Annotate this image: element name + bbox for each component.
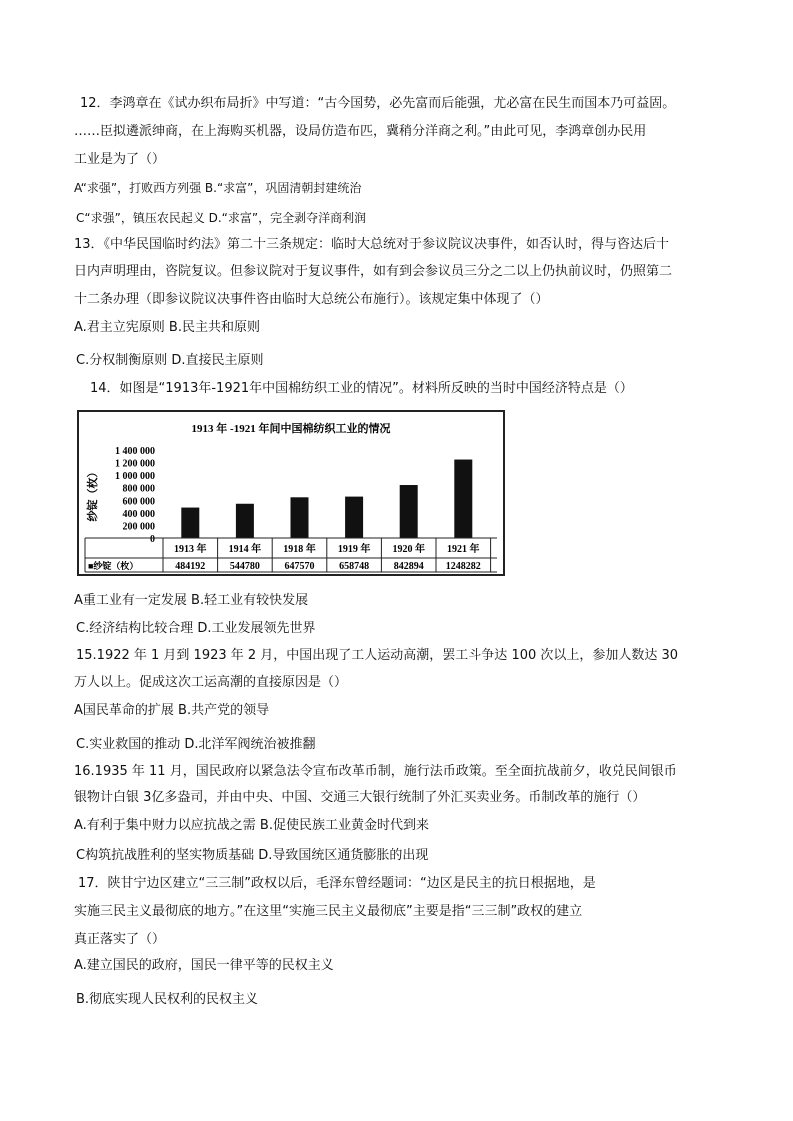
q16-stem-line2: 银物计白银 3亿多盎司，并由中央、中国、交通三大银行统制了外汇买卖业务。币制改革的施行（） bbox=[74, 790, 646, 805]
x-category-label: 1919 年 bbox=[337, 544, 371, 555]
x-category-label: 1913 年 bbox=[174, 544, 207, 555]
q17-option-a: A.建立国民的政府，国民一律平等的民权主义 bbox=[74, 958, 334, 973]
y-tick-label: 400 000 bbox=[122, 508, 155, 520]
data-value-label: 544780 bbox=[229, 561, 260, 572]
data-value-label: 842894 bbox=[393, 561, 424, 572]
data-value-label: 658748 bbox=[339, 561, 370, 572]
q12-options-ab: A“求强”，打败西方列强 B.“求富”，巩固清朝封建统治 bbox=[74, 181, 362, 195]
q15-stem-line2: 万人以上。促成这次工运高潮的直接原因是（） bbox=[74, 675, 348, 690]
y-tick-label: 1 400 000 bbox=[115, 446, 155, 457]
q16-stem-line1: 16.1935 年 11 月，国民政府以紧急法令宣布改革币制，施行法币政策。至全面抗战前夕，收兑民间银币 bbox=[74, 764, 677, 779]
q14-options-cd: C.经济结构比较合理 D.工业发展领先世界 bbox=[76, 621, 316, 636]
cotton-spinning-chart bbox=[77, 410, 505, 576]
x-category-label: 1918 年 bbox=[283, 544, 316, 555]
chart-title: 1913 年 -1921 年间中国棉纺织工业的情况 bbox=[191, 423, 391, 435]
q13-stem-line1: 13．《中华民国临时约法》第二十三条规定：临时大总统对于参议院议决事件，如否认时，得与咨达后十 bbox=[74, 237, 670, 252]
y-tick-label: 1 200 000 bbox=[115, 458, 155, 470]
x-category-label: 1920 年 bbox=[392, 544, 425, 555]
q17-stem-line1: 17．陕甘宁边区建立“三三制”政权以后，毛泽东曾经题词：“边区是民主的抗日根据地，是 bbox=[78, 876, 596, 891]
x-category-label: 1921 年 bbox=[447, 544, 480, 555]
q17-stem-line3: 真正落实了（） bbox=[74, 932, 166, 947]
bar bbox=[400, 485, 418, 538]
q13-options-ab: A.君主立宪原则 B.民主共和原则 bbox=[74, 320, 260, 335]
q12-stem-line3: 工业是为了（） bbox=[74, 152, 166, 167]
bar bbox=[454, 460, 472, 538]
y-tick-label: 800 000 bbox=[122, 483, 155, 495]
bar bbox=[181, 508, 199, 538]
bar bbox=[345, 497, 363, 538]
bar bbox=[236, 504, 254, 538]
y-tick-label: 600 000 bbox=[122, 496, 155, 508]
q13-options-cd: C.分权制衡原则 D.直接民主原则 bbox=[76, 353, 264, 368]
q15-stem-line1: 15.1922 年 1 月到 1923 年 2 月，中国出现了工人运动高潮，罢工斗争达 100 次以上，参加人数达 30 bbox=[76, 648, 679, 663]
data-value-label: 1248282 bbox=[445, 561, 481, 572]
y-axis-label: 纱锭（枚） bbox=[87, 466, 99, 522]
data-value-label: 484192 bbox=[175, 561, 206, 572]
q15-options-ab: A国民革命的扩展 B.共产党的领导 bbox=[74, 703, 270, 718]
q14-stem-line1: 14．如图是“1913年-1921年中国棉纺织工业的情况”。材料所反映的当时中国经济特点是（） bbox=[90, 381, 633, 396]
data-value-label: 647570 bbox=[284, 561, 315, 572]
cotton-spinning-bar-chart bbox=[79, 412, 503, 574]
y-tick-label: 200 000 bbox=[122, 521, 155, 533]
series-legend-label: ■纱锭（枚） bbox=[88, 561, 139, 571]
q12-options-cd: C“求强”，镇压农民起义 D.“求富”，完全剥夺洋商利润 bbox=[76, 211, 367, 225]
q17-stem-line2: 实施三民主义最彻底的地方。”在这里“实施三民主义最彻底”主要是指“三三制”政权的建立 bbox=[74, 904, 583, 919]
x-category-label: 1914 年 bbox=[228, 544, 262, 555]
q13-stem-line3: 十二条办理（即参议院议决事件咨由临时大总统公布施行）。该规定集中体现了（） bbox=[74, 292, 549, 307]
q12-stem-line2: ……臣拟遴派绅商，在上海购买机器，设局仿造布匹，冀稍分洋商之利。”由此可见，李鸿章创办民用 bbox=[74, 124, 647, 139]
bar bbox=[291, 497, 309, 538]
q12-stem-line1: 12．李鸿章在《试办织布局折》中写道：“古今国势，必先富而后能强，尤必富在民生而国本乃可益固。 bbox=[80, 96, 676, 111]
q17-option-b: B.彻底实现人民权利的民权主义 bbox=[76, 992, 259, 1007]
y-tick-label: 1 000 000 bbox=[115, 471, 155, 483]
q13-stem-line2: 日内声明理由，咨院复议。但参议院对于复议事件，如有到会参议员三分之二以上仍执前议时，仍照第二 bbox=[74, 264, 673, 279]
q14-options-ab: A重工业有一定发展 B.轻工业有较快发展 bbox=[74, 593, 309, 608]
q16-options-ab: A.有利于集中财力以应抗战之需 B.促使民族工业黄金时代到来 bbox=[74, 818, 429, 833]
q15-options-cd: C.实业救国的推动 D.北洋军阀统治被推翻 bbox=[76, 737, 316, 752]
y-tick-label: 0 bbox=[150, 534, 155, 545]
q16-options-cd: C构筑抗战胜利的坚实物质基础 D.导致国统区通货膨胀的出现 bbox=[76, 848, 429, 863]
